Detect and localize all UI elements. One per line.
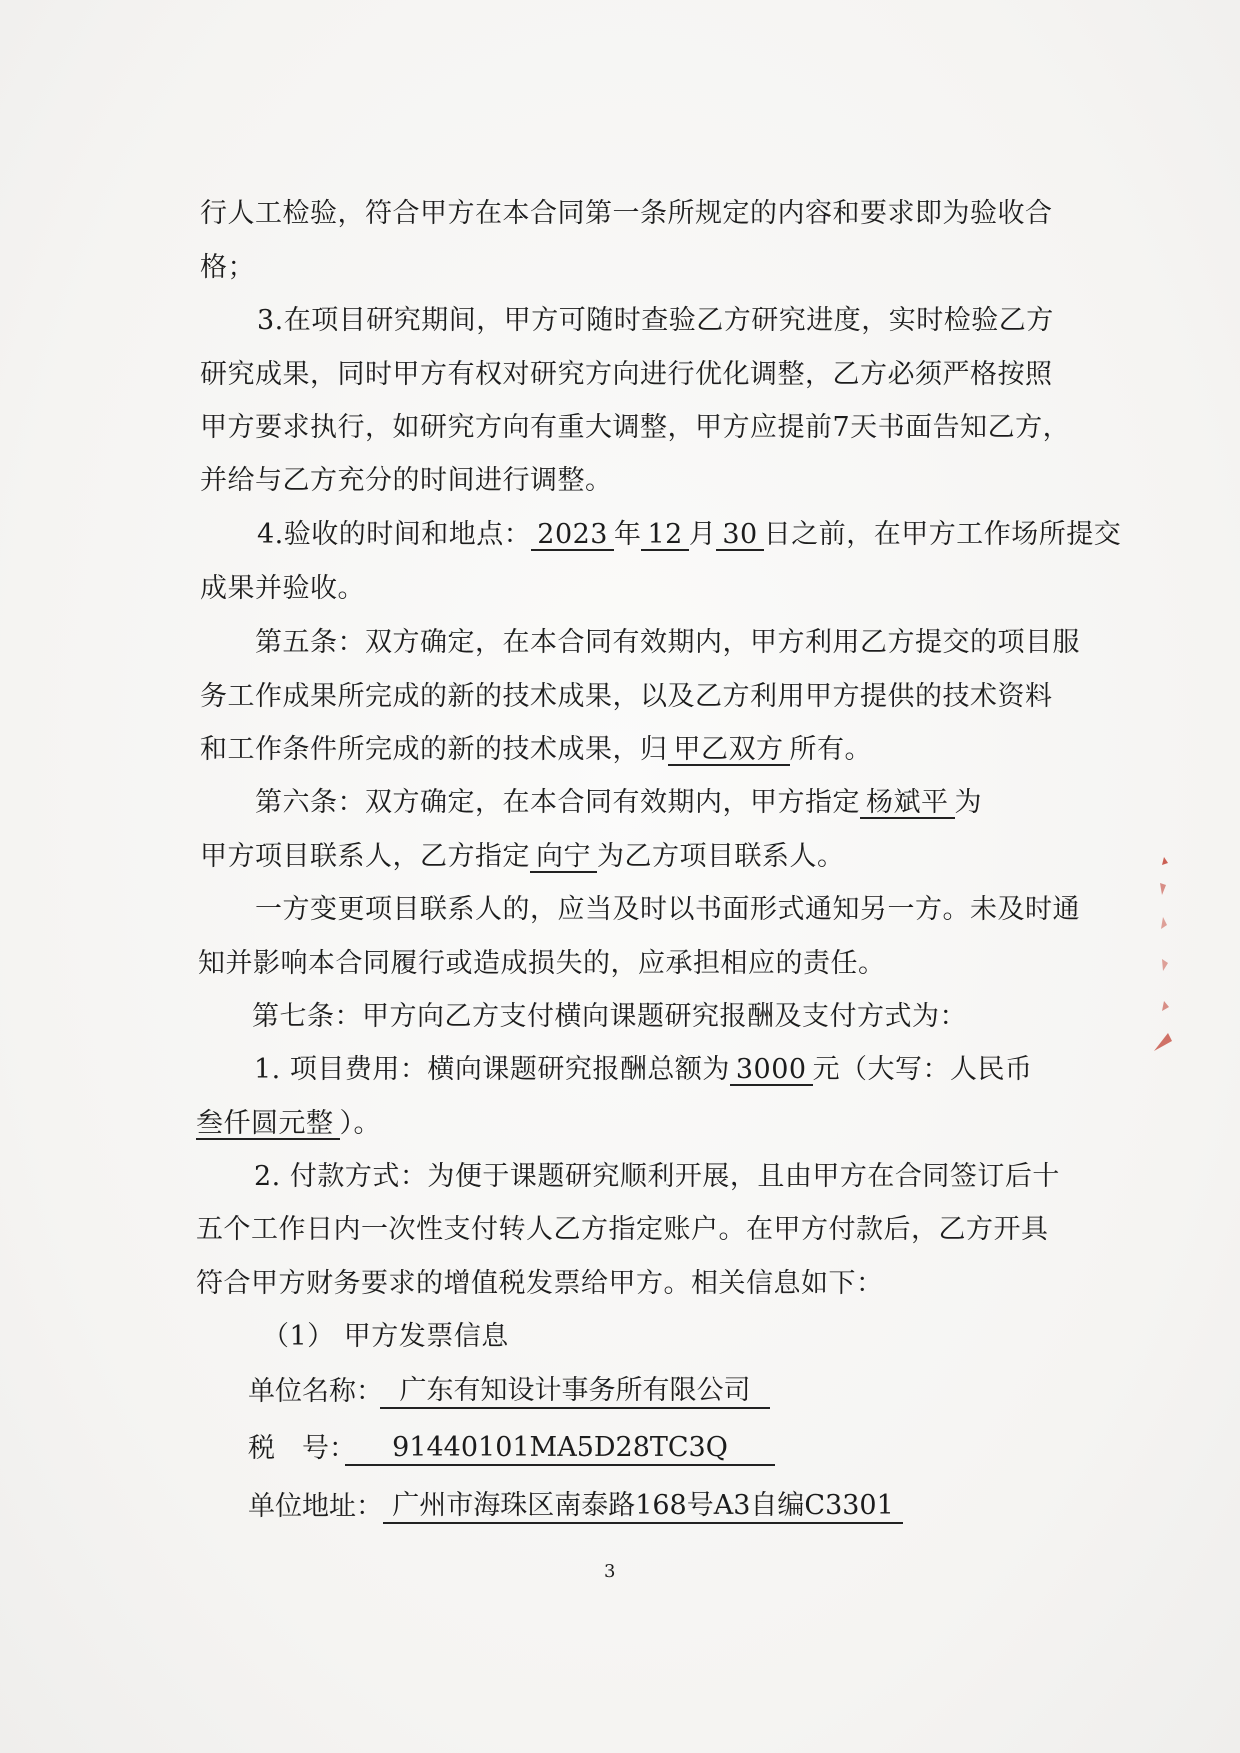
article5-line: 第五条：双方确定，在本合同有效期内，甲方利用乙方提交的项目服 bbox=[255, 627, 1080, 658]
article5-prefix: 和工作条件所完成的新的技术成果，归 bbox=[200, 734, 668, 765]
party-b-contact: 向宁 bbox=[530, 843, 597, 873]
company-name-value: 广东有知设计事务所有限公司 bbox=[380, 1375, 770, 1409]
company-address-value: 广州市海珠区南泰路168号A3自编C3301 bbox=[383, 1490, 903, 1524]
paragraph-line: 行人工检验，符合甲方在本合同第一条所规定的内容和要求即为验收合 bbox=[200, 198, 1053, 229]
article6-line: 知并影响本合同履行或造成损失的，应承担相应的责任。 bbox=[198, 948, 886, 979]
article6-suffix: 为 bbox=[954, 787, 982, 818]
article6-line bbox=[255, 786, 982, 820]
tax-number-value: 91440101MA5D28TC3Q bbox=[345, 1432, 775, 1466]
fee-amount: 3000 bbox=[730, 1056, 813, 1086]
article6-line: 一方变更项目联系人的，应当及时以书面形式通知另一方。未及时通 bbox=[255, 894, 1080, 925]
article6-line bbox=[200, 840, 845, 874]
acceptance-suffix: 日之前，在甲方工作场所提交 bbox=[763, 519, 1122, 550]
company-name-label: 单位名称： bbox=[248, 1376, 383, 1407]
paragraph-line: 格； bbox=[200, 252, 255, 283]
party-a-contact: 杨斌平 bbox=[860, 789, 955, 819]
fee-words-line bbox=[196, 1107, 381, 1141]
paragraph-line: 成果并验收。 bbox=[200, 573, 365, 604]
year-suffix: 年 bbox=[613, 519, 642, 550]
acceptance-prefix: 4.验收的时间和地点： bbox=[257, 519, 532, 550]
payment-line: 2. 付款方式：为便于课题研究顺利开展，且由甲方在合同签订后十 bbox=[254, 1161, 1060, 1192]
article5-line bbox=[200, 733, 872, 767]
payment-line: 五个工作日内一次性支付转人乙方指定账户。在甲方付款后，乙方开具 bbox=[196, 1214, 1049, 1245]
paragraph-line: 3.在项目研究期间，甲方可随时查验乙方研究进度，实时检验乙方 bbox=[257, 305, 1054, 336]
acceptance-line bbox=[257, 518, 1121, 552]
paragraph-line: 研究成果，同时甲方有权对研究方向进行优化调整，乙方必须严格按照 bbox=[200, 359, 1053, 390]
tax-number-field bbox=[248, 1432, 808, 1466]
article7-line: 第七条：甲方向乙方支付横向课题研究报酬及支付方式为： bbox=[252, 1001, 967, 1032]
page-number: 3 bbox=[604, 1561, 616, 1582]
article5-suffix: 所有。 bbox=[789, 734, 872, 765]
article6-suffix2: 为乙方项目联系人。 bbox=[597, 841, 845, 872]
fee-line bbox=[254, 1053, 1033, 1087]
payment-line: 符合甲方财务要求的增值税发票给甲方。相关信息如下： bbox=[196, 1268, 884, 1299]
fee-close: ）。 bbox=[339, 1108, 381, 1139]
ownership-value: 甲乙双方 bbox=[668, 736, 790, 766]
acceptance-day: 30 bbox=[716, 521, 763, 551]
company-name-field bbox=[248, 1375, 808, 1409]
article6-prefix2: 甲方项目联系人，乙方指定 bbox=[200, 841, 530, 872]
fee-words: 叁仟圆元整 bbox=[196, 1110, 340, 1140]
acceptance-month: 12 bbox=[641, 521, 688, 551]
invoice-heading: （1） 甲方发票信息 bbox=[262, 1321, 509, 1352]
tax-number-label: 税 号： bbox=[248, 1433, 356, 1464]
fee-suffix: 元（大写：人民币 bbox=[812, 1054, 1033, 1085]
seal-fragment bbox=[1150, 855, 1176, 1055]
month-suffix: 月 bbox=[688, 519, 717, 550]
company-address-field bbox=[248, 1490, 908, 1524]
paragraph-line: 甲方要求执行，如研究方向有重大调整，甲方应提前7天书面告知乙方， bbox=[200, 412, 1071, 443]
fee-prefix: 1. 项目费用：横向课题研究报酬总额为 bbox=[254, 1054, 730, 1085]
article5-line: 务工作成果所完成的新的技术成果，以及乙方利用甲方提供的技术资料 bbox=[200, 681, 1053, 712]
paragraph-line: 并给与乙方充分的时间进行调整。 bbox=[200, 465, 613, 496]
article6-prefix: 第六条：双方确定，在本合同有效期内，甲方指定 bbox=[255, 787, 860, 818]
company-address-label: 单位地址： bbox=[248, 1491, 383, 1522]
acceptance-year: 2023 bbox=[531, 521, 614, 551]
